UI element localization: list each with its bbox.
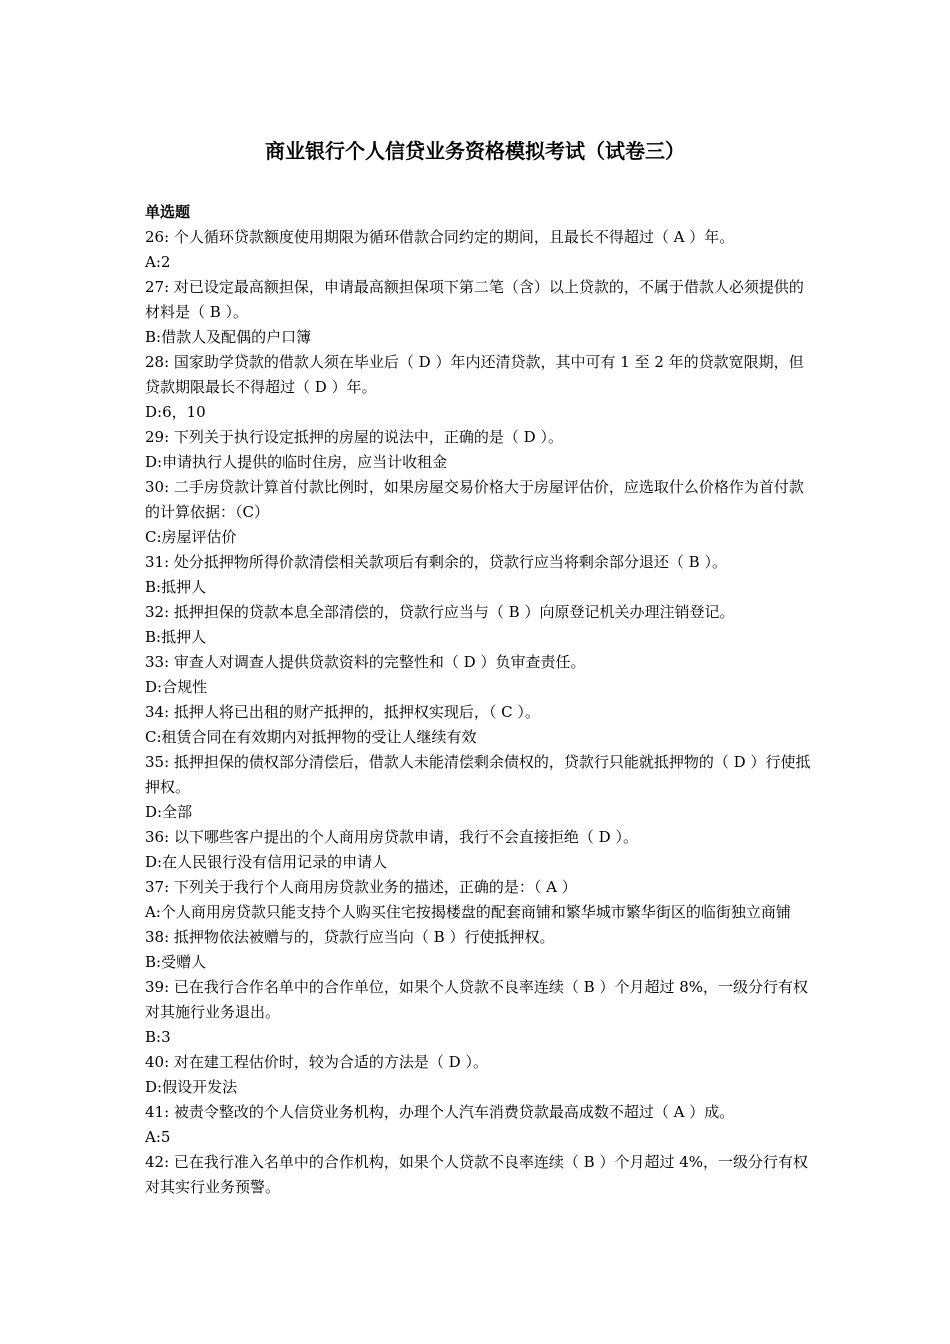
question-text: 28: 国家助学贷款的借款人须在毕业后（ D ）年内还清贷款，其中可有 1 至 2 年的贷款宽限期，但贷款期限最长不得超过（ D ）年。	[145, 353, 804, 396]
answer-text: B:抵押人	[145, 628, 207, 646]
answer-text: D:全部	[145, 803, 193, 821]
question-text: 37: 下列关于我行个人商用房贷款业务的描述，正确的是：（ A ）	[145, 878, 577, 896]
question-text: 42: 已在我行准入名单中的合作机构，如果个人贷款不良率连续（ B ）个月超过 4%，一级分行有权对其实行业务预警。	[145, 1153, 809, 1196]
question-text: 40: 对在建工程估价时，较为合适的方法是（ D ）。	[145, 1053, 488, 1071]
question-text: 27: 对已设定最高额担保，申请最高额担保项下第二笔（含）以上贷款的，不属于借款人必须提供的材料是（ B ）。	[145, 278, 804, 321]
answer-text: D:6，10	[145, 403, 206, 421]
question-text: 26: 个人循环贷款额度使用期限为循环借款合同约定的期间，且最长不得超过（ A ）年。	[145, 228, 735, 246]
question-list	[145, 200, 813, 1200]
answer-text: C:租赁合同在有效期内对抵押物的受让人继续有效	[145, 728, 477, 746]
question-text: 30: 二手房贷款计算首付款比例时，如果房屋交易价格大于房屋评估价，应选取什么价格作为首付款的计算依据：（C）	[145, 478, 804, 521]
question-text: 41: 被责令整改的个人信贷业务机构，办理个人汽车消费贷款最高成数不超过（ A ）成。	[145, 1103, 735, 1121]
document-title: 商业银行个人信贷业务资格模拟考试（试卷三）	[265, 139, 685, 163]
question-text: 38: 抵押物依法被赠与的，贷款行应当向（ B ）行使抵押权。	[145, 928, 555, 946]
answer-text: D:假设开发法	[145, 1078, 238, 1096]
answer-text: B:抵押人	[145, 578, 207, 596]
question-text: 32: 抵押担保的贷款本息全部清偿的，贷款行应当与（ B ）向原登记机关办理注销登记。	[145, 603, 735, 621]
question-text: 39: 已在我行合作名单中的合作单位，如果个人贷款不良率连续（ B ）个月超过 8%，一级分行有权对其施行业务退出。	[145, 978, 809, 1021]
answer-text: A:5	[145, 1128, 171, 1146]
answer-text: D:合规性	[145, 678, 208, 696]
answer-text: B:受赠人	[145, 953, 207, 971]
answer-text: D:在人民银行没有信用记录的申请人	[145, 853, 388, 871]
question-text: 33: 审查人对调查人提供贷款资料的完整性和（ D ）负审查责任。	[145, 653, 586, 671]
answer-text: B:3	[145, 1028, 171, 1046]
question-text: 34: 抵押人将已出租的财产抵押的，抵押权实现后，（ C ）。	[145, 703, 540, 721]
answer-text: B:借款人及配偶的户口簿	[145, 328, 312, 346]
answer-text: C:房屋评估价	[145, 528, 237, 546]
question-text: 35: 抵押担保的债权部分清偿后，借款人未能清偿剩余债权的，贷款行只能就抵押物的（ D ）行使抵押权。	[145, 753, 811, 796]
question-text: 36: 以下哪些客户提出的个人商用房贷款申请，我行不会直接拒绝（ D ）。	[145, 828, 638, 846]
section-heading: 单选题	[145, 203, 191, 221]
qa-container	[145, 225, 813, 1200]
question-text: 29: 下列关于执行设定抵押的房屋的说法中，正确的是（ D ）。	[145, 428, 563, 446]
answer-text: A:2	[145, 253, 171, 271]
question-text: 31: 处分抵押物所得价款清偿相关款项后有剩余的，贷款行应当将剩余部分退还（ B ）。	[145, 553, 727, 571]
answer-text: D:申请执行人提供的临时住房，应当计收租金	[145, 453, 448, 471]
answer-text: A:个人商用房贷款只能支持个人购买住宅按揭楼盘的配套商铺和繁华城市繁华街区的临街独立商铺	[145, 903, 791, 921]
